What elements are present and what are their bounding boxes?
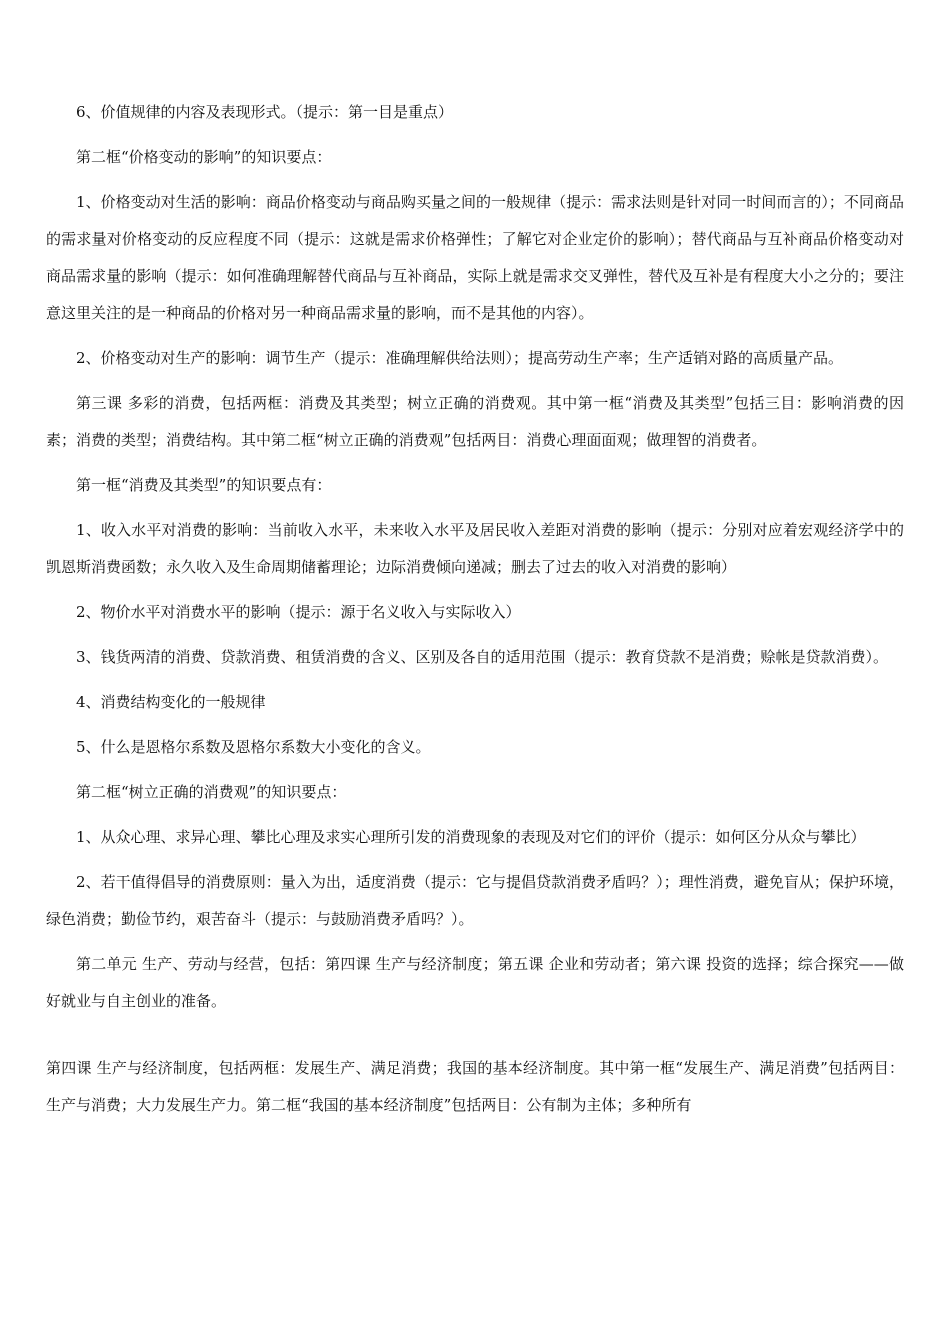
paragraph-15: 第二单元 生产、劳动与经营，包括：第四课 生产与经济制度；第五课 企业和劳动者；第六课 投资的选择；综合探究——做好就业与自主创业的准备。 xyxy=(46,955,904,1010)
section-gap xyxy=(46,1028,904,1050)
paragraph-3: 1、价格变动对生活的影响：商品价格变动与商品购买量之间的一般规律（提示：需求法则是针对同一时间而言的）；不同商品的需求量对价格变动的反应程度不同（提示：这就是需求价格弹性；了解它对企业定价的影响）；替代商品与互补商品价格变动对商品需求量的影响（提示：如何准确理解替代商品与互补商品，实际上就是需求交叉弹性，替代及互补是有程度大小之分的；要注意这里关注的是一种商品的价格对另一种商品需求量的影响，而不是其他的内容）。 xyxy=(46,193,904,322)
paragraph-12: 第二框“树立正确的消费观”的知识要点： xyxy=(76,783,347,801)
paragraph-13: 1、从众心理、求异心理、攀比心理及求实心理所引发的消费现象的表现及对它们的评价（提示：如何区分从众与攀比） xyxy=(76,828,866,846)
paragraph-16: 第四课 生产与经济制度，包括两框：发展生产、满足消费；我国的基本经济制度。其中第一框“发展生产、满足消费”包括两目：生产与消费；大力发展生产力。第二框“我国的基本经济制度”包括两目：公有制为主体；多种所有 xyxy=(46,1059,904,1114)
paragraph-10: 4、消费结构变化的一般规律 xyxy=(76,693,266,711)
paragraph-2: 第二框“价格变动的影响”的知识要点： xyxy=(76,148,332,166)
paragraph-14: 2、若干值得倡导的消费原则：量入为出，适度消费（提示：它与提倡贷款消费矛盾吗？）；理性消费，避免盲从；保护环境，绿色消费；勤俭节约，艰苦奋斗（提示：与鼓励消费矛盾吗？）。 xyxy=(46,873,904,928)
paragraph-7: 1、收入水平对消费的影响：当前收入水平，未来收入水平及居民收入差距对消费的影响（提示：分别对应着宏观经济学中的凯恩斯消费函数；永久收入及生命周期储蓄理论；边际消费倾向递减；删去了过去的收入对消费的影响） xyxy=(46,521,904,576)
document-body xyxy=(46,94,904,1132)
paragraph-4: 2、价格变动对生产的影响：调节生产（提示：准确理解供给法则）；提高劳动生产率；生产适销对路的高质量产品。 xyxy=(76,349,844,367)
paragraph-8: 2、物价水平对消费水平的影响（提示：源于名义收入与实际收入） xyxy=(76,603,521,621)
paragraph-11: 5、什么是恩格尔系数及恩格尔系数大小变化的含义。 xyxy=(76,738,431,756)
paragraph-5: 第三课 多彩的消费，包括两框：消费及其类型；树立正确的消费观。其中第一框“消费及其类型”包括三目：影响消费的因素；消费的类型；消费结构。其中第二框“树立正确的消费观”包括两目：消费心理面面观；做理智的消费者。 xyxy=(46,394,904,449)
paragraph-6: 第一框“消费及其类型”的知识要点有： xyxy=(76,476,332,494)
paragraph-1: 6、价值规律的内容及表现形式。（提示：第一目是重点） xyxy=(76,103,454,121)
paragraph-9: 3、钱货两清的消费、贷款消费、租赁消费的含义、区别及各自的适用范围（提示：教育贷款不是消费；赊帐是贷款消费）。 xyxy=(76,648,889,666)
